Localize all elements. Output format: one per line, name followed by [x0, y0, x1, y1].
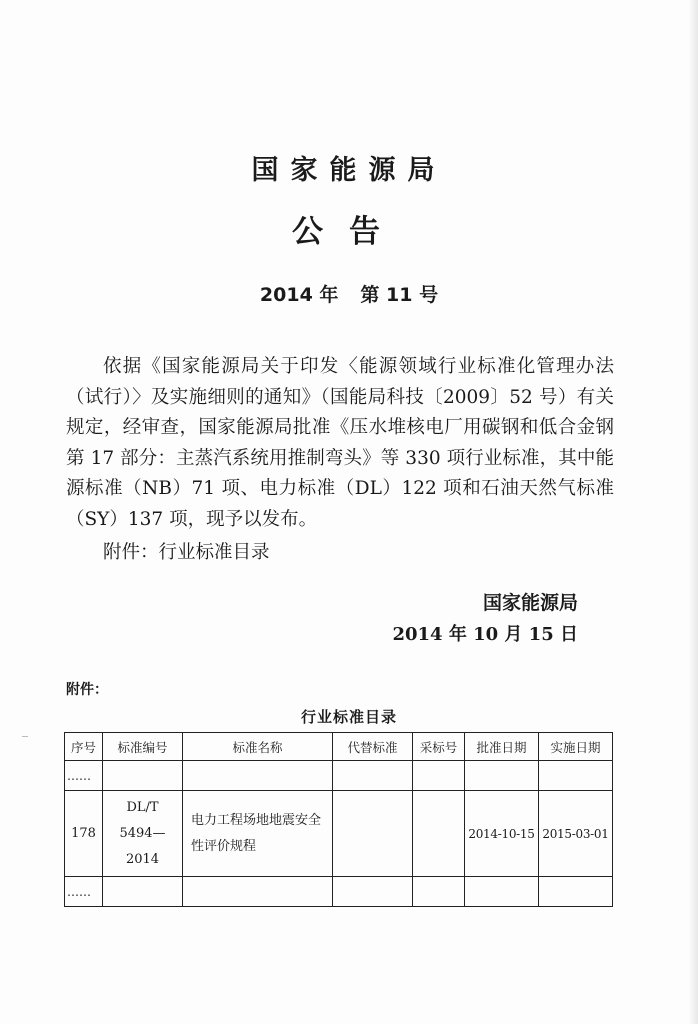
- header-effective: 实施日期: [539, 733, 613, 761]
- seq-cell: 178: [65, 791, 103, 877]
- code-cell: [103, 791, 183, 877]
- agency-title: 国家能源局: [251, 155, 447, 186]
- approved-date-cell: 2014-10-15: [465, 791, 539, 877]
- issue-number: [0, 280, 698, 307]
- ellipsis-cell: ……: [65, 761, 103, 791]
- table-row: [65, 791, 613, 877]
- signature-date: 2014 年 10 月 15 日: [392, 624, 578, 645]
- name-cell: 电力工程场地地震安全性评价规程: [183, 791, 333, 877]
- effective-date-cell: 2015-03-01: [539, 791, 613, 877]
- attachment-label: 附件：: [66, 682, 108, 698]
- code-line-1: DL/T: [126, 799, 159, 815]
- header-seq: 序号: [65, 733, 103, 761]
- signature-org: 国家能源局: [482, 592, 578, 614]
- table-row: [65, 877, 613, 907]
- table-title: 行业标准目录: [300, 708, 397, 726]
- table-header-row: [65, 733, 613, 761]
- ellipsis-cell: ……: [65, 877, 103, 907]
- issue-no: 第 11 号: [360, 284, 439, 306]
- header-approved: 批准日期: [465, 733, 539, 761]
- scan-artifact: [22, 736, 28, 737]
- code-line-2: 5494—2014: [119, 825, 166, 867]
- header-adopted: 采标号: [413, 733, 465, 761]
- replaces-cell: [333, 791, 413, 877]
- table-row: [65, 761, 613, 791]
- issue-year: 2014 年: [259, 284, 339, 306]
- attachment-reference: 附件：行业标准目录: [103, 542, 270, 563]
- header-replaces: 代替标准: [333, 733, 413, 761]
- header-name: 标准名称: [183, 733, 333, 761]
- adopted-cell: [413, 791, 465, 877]
- header-code: 标准编号: [103, 733, 183, 761]
- standards-table: [64, 732, 613, 907]
- doc-type-title: 公告: [292, 214, 406, 250]
- announcement-body: 依据《国家能源局关于印发〈能源领域行业标准化管理办法（试行）〉及实施细则的通知》（国能局科技〔2009〕52 号）有关规定，经审查，国家能源局批准《压水堆核电厂用碳钢和低合金钢第 17 部分：主蒸汽系统用推制弯头》等 330 项行业标准，其中能源标准（NB）71 项、电力标准（DL）122 项和石油天然气标准（SY）137 项，现予以发布。: [66, 356, 614, 530]
